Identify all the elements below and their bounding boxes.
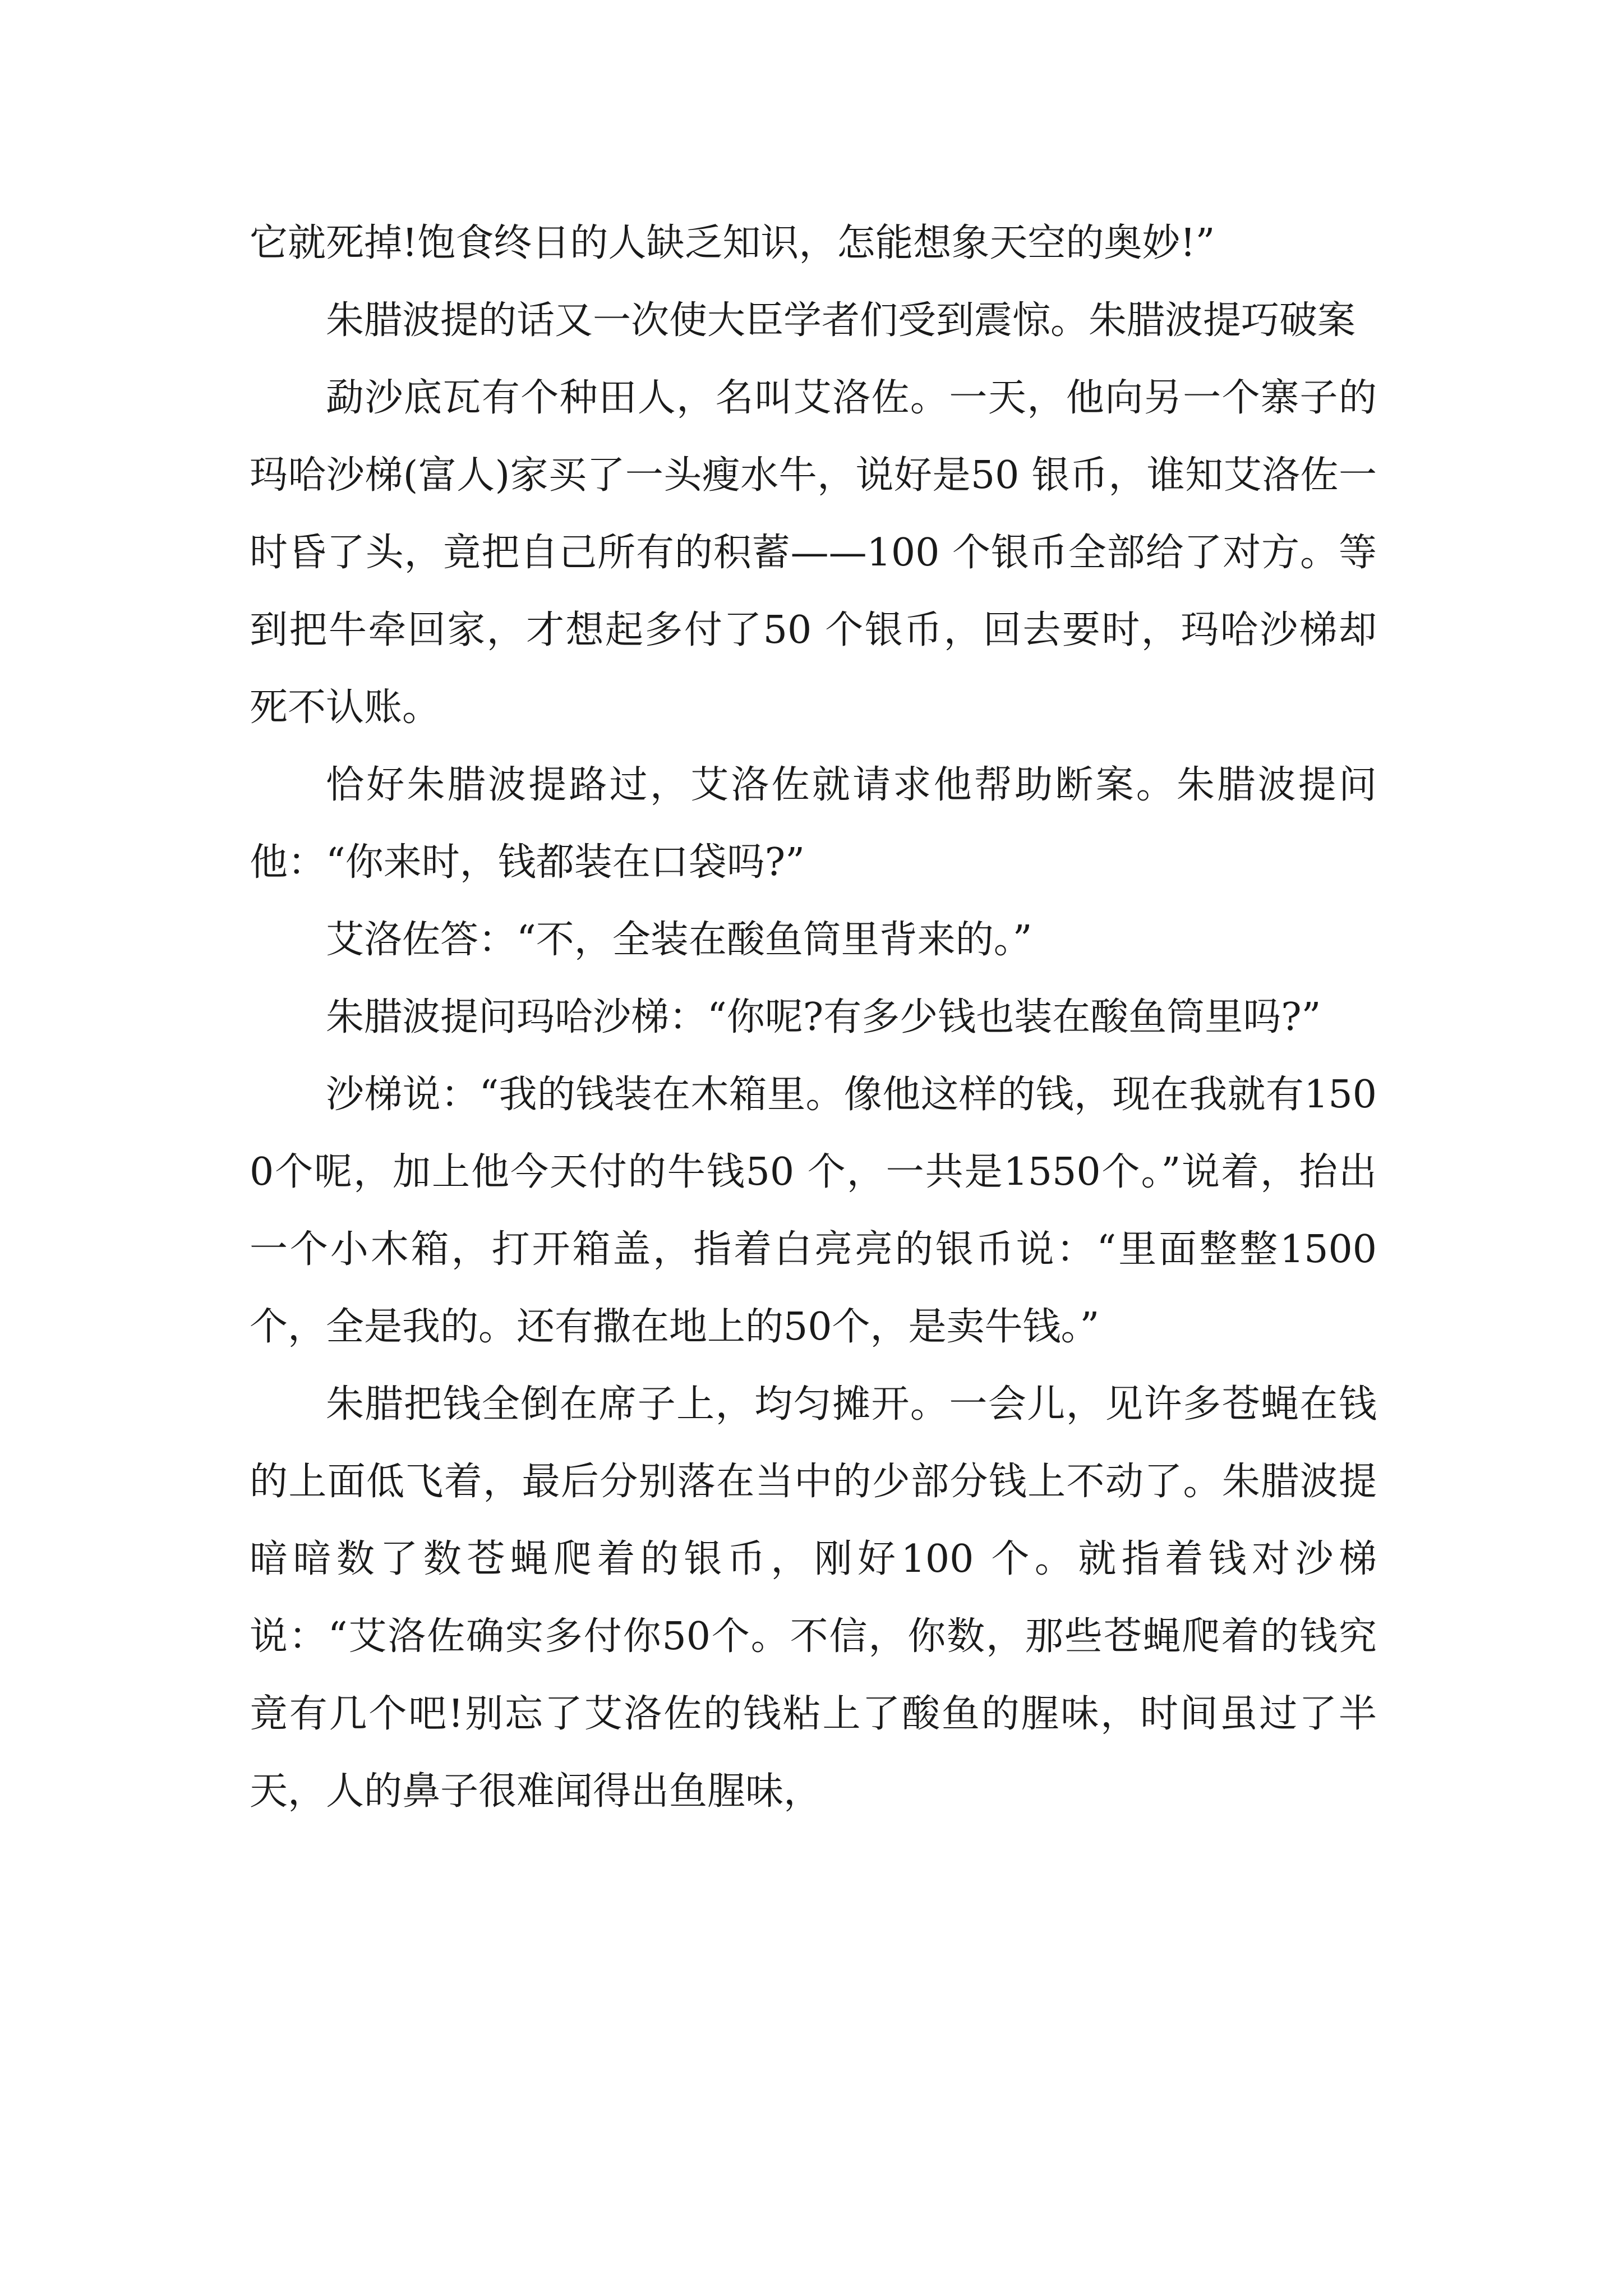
paragraph: 它就死掉!饱食终日的人缺乏知识，怎能想象天空的奥妙!” [250,221,1215,265]
paragraph: 勐沙底瓦有个种田人，名叫艾洛佐。一天，他向另一个寨子的玛哈沙梯(富人)家买了一头瘦水牛，说好是50 银币，谁知艾洛佐一时昏了头，竟把自己所有的积蓄——100 个银币全部给了对方。等到把牛牵回家，才想起多付了50 个银币，回去要时，玛哈沙梯却死不认账。 [250,376,1377,730]
paragraph: 恰好朱腊波提路过，艾洛佐就请求他帮助断案。朱腊波提问他：“你来时，钱都装在口袋吗?” [250,763,1377,885]
document-body [250,205,1377,1830]
paragraph: 朱腊波提的话又一次使大臣学者们受到震惊。朱腊波提巧破案 [326,298,1356,343]
paragraph: 朱腊把钱全倒在席子上，均匀摊开。一会儿，见许多苍蝇在钱的上面低飞着，最后分别落在当中的少部分钱上不动了。朱腊波提暗暗数了数苍蝇爬着的银币，刚好100 个。就指着钱对沙梯说：“艾洛佐确实多付你50个。不信，你数，那些苍蝇爬着的钱究竟有几个吧!别忘了艾洛佐的钱粘上了酸鱼的腥味，时间虽过了半天，人的鼻子很难闻得出鱼腥味， [250,1382,1377,1814]
paragraph: 朱腊波提问玛哈沙梯：“你呢?有多少钱也装在酸鱼筒里吗?” [326,995,1321,1039]
paragraph: 沙梯说：“我的钱装在木箱里。像他这样的钱，现在我就有1500个呢，加上他今天付的牛钱50 个，一共是1550个。”说着，抬出一个小木箱，打开箱盖，指着白亮亮的银币说：“里面整整1500个，全是我的。还有撒在地上的50个，是卖牛钱。” [250,1073,1377,1349]
paragraph: 艾洛佐答：“不，全装在酸鱼筒里背来的。” [326,918,1032,962]
